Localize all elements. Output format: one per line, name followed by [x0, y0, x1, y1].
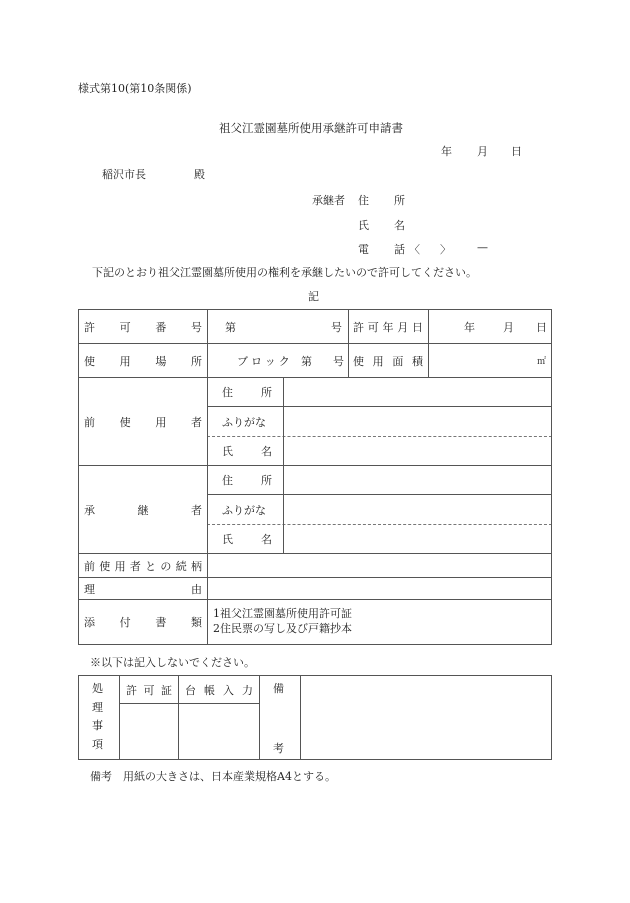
- label-char: 号: [190, 320, 202, 334]
- permit-number-label: [84, 310, 202, 343]
- location-label: [84, 344, 202, 377]
- label-char: 続: [175, 559, 187, 573]
- label-char: 柄: [190, 559, 202, 573]
- previous-user-name-field[interactable]: [284, 437, 551, 465]
- label-char: 由: [191, 582, 202, 596]
- label-char: 積: [411, 354, 423, 368]
- permit-date-year: 年: [464, 320, 475, 334]
- label-char: 面: [392, 354, 404, 368]
- label-char: 承: [84, 503, 95, 517]
- date-day-label: 日: [511, 145, 522, 158]
- page-title: 祖父江霊園墓所使用承継許可申請書: [219, 121, 403, 135]
- reason-label: [84, 578, 202, 599]
- previous-user-furigana-field[interactable]: [284, 407, 551, 436]
- permit-cert-field[interactable]: [120, 704, 178, 759]
- permit-date-day: 日: [536, 320, 547, 334]
- applicant-address-label-1: 住: [358, 194, 369, 207]
- label-char: 可: [119, 320, 131, 334]
- label-char: と: [145, 559, 157, 573]
- addressee-name: 稲沢市長: [102, 168, 146, 181]
- applicant-phone-label-2: 話: [394, 243, 405, 256]
- area-label: [353, 344, 423, 377]
- label-char: 所: [261, 386, 272, 399]
- relationship-label: [84, 554, 202, 577]
- label-char: 氏: [222, 533, 233, 546]
- label-char: 住: [222, 474, 233, 487]
- permit-date-label: [353, 310, 423, 343]
- location-field[interactable]: [208, 344, 348, 377]
- label-char: 使: [99, 559, 111, 573]
- label-char: 用: [155, 415, 167, 429]
- applicant-address-label-2: 所: [394, 194, 405, 207]
- label-char: 使: [84, 354, 95, 368]
- label-char: 使: [119, 415, 131, 429]
- area-field[interactable]: [429, 344, 546, 377]
- label-char: 使: [353, 354, 364, 368]
- ledger-entry-label: [185, 676, 253, 703]
- remarks-label-bottom: 考: [273, 742, 284, 755]
- label-char: 名: [261, 445, 272, 458]
- label-char: 者: [190, 415, 202, 429]
- label-char: 理: [92, 700, 103, 714]
- date-month-label: 月: [477, 145, 488, 158]
- applicant-name-label-2: 名: [394, 219, 405, 232]
- notice-text: ※以下は記入しないでください。: [90, 656, 255, 669]
- label-char: 用: [119, 354, 131, 368]
- ledger-entry-field[interactable]: [179, 704, 259, 759]
- form-number: 様式第10(第10条関係): [78, 82, 192, 95]
- label-char: 用: [372, 354, 384, 368]
- phone-open-bracket: 〈: [409, 243, 420, 256]
- label-char: 入: [223, 683, 234, 697]
- label-char: 住: [222, 386, 233, 399]
- previous-user-label: [84, 378, 202, 465]
- label-char: の: [160, 559, 172, 573]
- attachments-label: [84, 600, 202, 644]
- label-char: 処: [92, 682, 103, 695]
- request-text: 下記のとおり祖父江霊園墓所使用の権利を承継したいので許可してください。: [92, 266, 477, 279]
- location-suffix: 号: [333, 354, 344, 368]
- previous-user-address-label: [222, 378, 272, 406]
- permit-number-suffix: 号: [331, 320, 342, 334]
- successor-address-label: [222, 466, 272, 494]
- permit-number-prefix: 第: [225, 320, 236, 334]
- label-char: 許: [126, 683, 137, 697]
- label-char: 許: [353, 320, 364, 334]
- successor-name-label: [222, 525, 272, 553]
- label-char: 項: [92, 737, 103, 751]
- label-char: 添: [84, 616, 95, 629]
- processing-label: [92, 680, 103, 754]
- successor-address-field[interactable]: [284, 466, 551, 494]
- label-char: 証: [161, 683, 172, 697]
- label-char: 用: [114, 559, 126, 573]
- applicant-role: 承継者: [312, 194, 345, 207]
- label-char: 名: [261, 533, 272, 546]
- label-char: 者: [191, 503, 202, 517]
- label-char: 台: [185, 683, 196, 697]
- label-char: 所: [261, 474, 272, 487]
- relationship-field[interactable]: [208, 554, 551, 577]
- block-label: ブロック: [237, 354, 293, 368]
- successor-name-field[interactable]: [284, 525, 551, 553]
- successor-furigana-label: ふりがな: [222, 503, 266, 517]
- label-char: 者: [129, 559, 141, 573]
- attachments-list: [213, 606, 352, 636]
- label-char: 日: [412, 320, 423, 334]
- previous-user-address-field[interactable]: [284, 378, 551, 406]
- label-char: 所: [190, 354, 202, 368]
- successor-furigana-field[interactable]: [284, 495, 551, 524]
- date-year-label: 年: [441, 145, 452, 158]
- area-unit: ㎡: [536, 357, 546, 367]
- label-char: 番: [155, 320, 167, 334]
- label-char: 場: [155, 354, 167, 368]
- attachment-item: 1祖父江霊園墓所使用許可証: [213, 607, 352, 620]
- label-char: 類: [190, 616, 202, 629]
- label-char: 前: [84, 415, 95, 429]
- addressee-honorific: 殿: [194, 168, 205, 181]
- applicant-phone-label-1: 電: [358, 243, 369, 256]
- ki-label: 記: [308, 290, 319, 303]
- label-char: 付: [119, 616, 131, 629]
- footnote: 備考 用紙の大きさは、日本産業規格A4とする。: [90, 770, 336, 783]
- permit-cert-label: [126, 676, 172, 703]
- location-prefix: 第: [301, 354, 312, 368]
- previous-user-furigana-label: ふりがな: [222, 415, 266, 429]
- remarks-label-top: 備: [273, 682, 284, 695]
- permit-number-field[interactable]: [225, 310, 342, 343]
- label-char: 事: [92, 719, 103, 732]
- label-char: 書: [155, 616, 167, 629]
- permit-date-field[interactable]: [429, 310, 551, 343]
- label-char: 氏: [222, 445, 233, 458]
- phone-dash: —: [477, 241, 488, 254]
- label-char: 可: [367, 320, 379, 334]
- attachment-item: 2住民票の写し及び戸籍抄本: [213, 622, 352, 635]
- applicant-name-label-1: 氏: [358, 219, 369, 232]
- reason-field[interactable]: [208, 578, 551, 599]
- label-char: 継: [137, 503, 149, 517]
- label-char: 力: [242, 683, 253, 697]
- permit-date-month: 月: [503, 320, 514, 334]
- label-char: 可: [143, 683, 155, 697]
- label-char: 許: [84, 320, 95, 334]
- label-char: 帳: [204, 683, 215, 697]
- previous-user-name-label: [222, 437, 272, 465]
- phone-close-bracket: 〉: [440, 243, 451, 256]
- successor-label: [84, 466, 202, 553]
- label-char: 理: [84, 582, 95, 596]
- label-char: 月: [397, 320, 409, 334]
- label-char: 前: [84, 559, 95, 573]
- remarks-field[interactable]: [301, 676, 551, 759]
- label-char: 年: [382, 320, 394, 334]
